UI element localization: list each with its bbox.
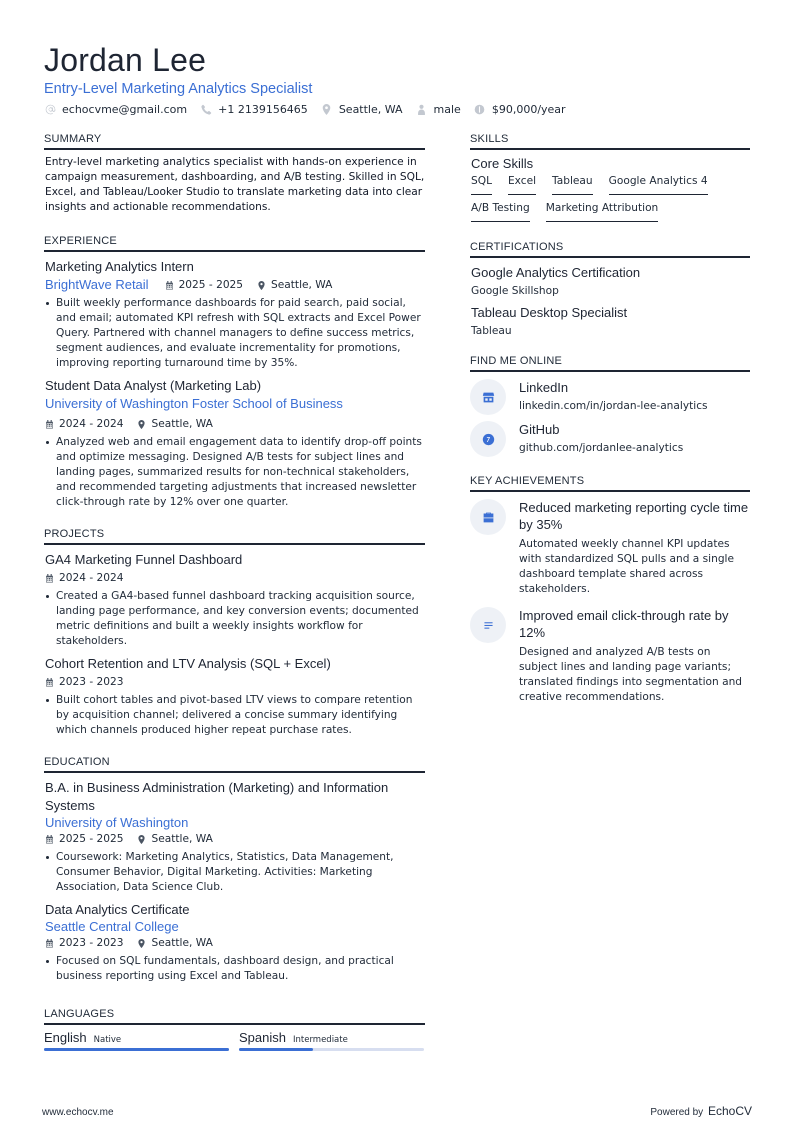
lines-icon <box>482 619 495 632</box>
online-link-linkedin[interactable] <box>470 379 750 415</box>
education-bullets <box>44 850 425 895</box>
location-pin-icon <box>321 104 333 116</box>
project-entry <box>44 655 425 738</box>
achievement-description: Automated weekly channel KPI updates with standardized SQL pulls and a single dashboard template shared across stakeholders. <box>519 538 735 595</box>
skills-heading: SKILLS <box>470 133 750 150</box>
job-title: Marketing Analytics Intern <box>45 259 194 274</box>
location-pin-icon <box>257 281 266 290</box>
language-level: Intermediate <box>292 1035 348 1045</box>
left-column <box>44 133 425 1065</box>
project-bullets <box>44 589 425 649</box>
storefront-icon <box>482 391 495 404</box>
achievement-item <box>470 607 750 705</box>
bullet-item: Focused on SQL fundamentals, dashboard design, and practical business reporting using Excel and Tableau. <box>44 954 425 984</box>
project-title: Cohort Retention and LTV Analysis (SQL + Excel) <box>45 656 331 671</box>
school-name: University of Washington <box>45 815 189 830</box>
footer-powered-by[interactable] <box>650 1104 752 1118</box>
degree-title: Data Analytics Certificate <box>45 902 190 917</box>
location-pin-icon <box>137 420 146 429</box>
education-section <box>44 756 425 984</box>
calendar-icon <box>45 835 54 844</box>
achievements-section <box>470 475 750 705</box>
right-column <box>470 133 750 719</box>
candidate-title: Entry-Level Marketing Analytics Specialist <box>44 81 313 97</box>
job-bullets <box>44 296 425 371</box>
language-level: Native <box>93 1035 122 1045</box>
achievement-item <box>470 499 750 597</box>
achievements-heading: KEY ACHIEVEMENTS <box>470 475 750 492</box>
projects-section <box>44 528 425 738</box>
education-entry <box>44 779 425 895</box>
company-name: BrightWave Retail <box>45 277 149 292</box>
summary-section <box>44 133 425 215</box>
bullet-item: Built cohort tables and pivot-based LTV views to compare retention by acquisition channel; delivered a concise summary identifying which channels produced higher repeat purchase rates. <box>44 693 425 738</box>
company-name: University of Washington Foster School of Business <box>45 396 343 411</box>
online-heading: FIND ME ONLINE <box>470 355 750 372</box>
summary-heading: SUMMARY <box>44 133 425 150</box>
education-location: Seattle, WA <box>151 937 213 949</box>
job-bullets <box>44 435 425 510</box>
contact-gender-value: male <box>433 103 461 116</box>
contact-phone[interactable] <box>200 103 308 116</box>
person-icon <box>416 104 428 116</box>
experience-section <box>44 235 425 510</box>
bullet-item: Coursework: Marketing Analytics, Statistics, Data Management, Consumer Behavior, Digital Marketing. Activities: Marketing Association, Data Science Club. <box>44 850 425 895</box>
education-bullets <box>44 954 425 984</box>
skill-chips <box>470 173 750 227</box>
education-entry <box>44 901 425 984</box>
project-title: GA4 Marketing Funnel Dashboard <box>45 552 243 567</box>
languages-section <box>44 1008 425 1051</box>
education-location: Seattle, WA <box>151 833 213 845</box>
achievement-description: Designed and analyzed A/B tests on subject lines and landing page variants; translated findings into segmentation and creative recommendations. <box>519 646 743 703</box>
bullet-item: Built weekly performance dashboards for paid search, paid social, and email; automated KPI refresh with SQL extracts and Excel Power Query. Partnered with channel managers to define success metrics, segment audiences, and evaluate incrementality for promotions, improving reporting turnaround time by 35%. <box>44 296 425 371</box>
candidate-name: Jordan Lee <box>44 42 207 78</box>
certification-issuer: Tableau <box>471 325 512 337</box>
bullet-item: Created a GA4-based funnel dashboard tracking acquisition source, landing page performance, and key conversion events; documented metric definitions and built a weekly insights workflow for stakeholders. <box>44 589 425 649</box>
skill-chip: Excel <box>508 173 536 195</box>
calendar-icon <box>45 574 54 583</box>
job-location: Seattle, WA <box>151 418 213 430</box>
online-label: GitHub <box>519 422 560 437</box>
bullet-item: Analyzed web and email engagement data to identify drop-off points and optimize messaging. Designed A/B tests for subject lines and landing pages, summarized results for non-technical stakeholders, and recommended targeting adjustments that increased newsletter click-through rate by 12% over one quarter. <box>44 435 425 510</box>
skill-chip: Google Analytics 4 <box>609 173 708 195</box>
language-proficiency-bar <box>44 1048 229 1051</box>
online-link-github[interactable] <box>470 421 750 457</box>
job-location: Seattle, WA <box>271 279 333 291</box>
language-name: Spanish <box>239 1030 286 1045</box>
calendar-icon <box>165 281 174 290</box>
job-title: Student Data Analyst (Marketing Lab) <box>45 378 262 393</box>
school-name: Seattle Central College <box>45 919 179 934</box>
language-name: English <box>44 1030 87 1045</box>
page-footer <box>42 1104 752 1118</box>
skill-chip: A/B Testing <box>471 200 530 222</box>
skill-chip: Marketing Attribution <box>546 200 659 222</box>
language-item <box>44 1030 229 1051</box>
phone-icon <box>200 104 212 116</box>
degree-title: B.A. in Business Administration (Marketing) and Information Systems <box>45 780 389 813</box>
experience-entry <box>44 377 425 510</box>
languages-heading: LANGUAGES <box>44 1008 425 1025</box>
certification-issuer: Google Skillshop <box>471 285 559 297</box>
education-dates: 2023 - 2023 <box>59 937 124 949</box>
project-dates: 2024 - 2024 <box>59 572 124 584</box>
skills-category: Core Skills <box>471 156 534 171</box>
job-dates: 2024 - 2024 <box>59 418 124 430</box>
contact-salary-value: $90,000/year <box>491 103 566 116</box>
badge-icon <box>482 433 495 446</box>
contact-row <box>44 103 764 116</box>
experience-entry <box>44 258 425 371</box>
job-dates: 2025 - 2025 <box>178 279 244 291</box>
experience-heading: EXPERIENCE <box>44 235 425 252</box>
contact-location-value: Seattle, WA <box>338 103 403 116</box>
calendar-icon <box>45 939 54 948</box>
skill-chip: SQL <box>471 173 492 195</box>
contact-location <box>321 103 403 116</box>
certification-name: Google Analytics Certification <box>471 265 641 280</box>
salary-icon <box>474 104 486 116</box>
project-entry <box>44 551 425 649</box>
resume-header <box>44 42 764 116</box>
footer-website-link[interactable]: www.echocv.me <box>42 1107 114 1118</box>
project-bullets <box>44 693 425 738</box>
contact-gender <box>416 103 461 116</box>
contact-salary <box>474 103 566 116</box>
location-pin-icon <box>137 835 146 844</box>
achievement-title: Reduced marketing reporting cycle time by 35% <box>519 500 749 532</box>
online-url[interactable]: github.com/jordanlee-analytics <box>519 442 684 454</box>
contact-email[interactable] <box>44 103 187 116</box>
achievement-title: Improved email click-through rate by 12% <box>519 608 729 640</box>
online-url[interactable]: linkedin.com/in/jordan-lee-analytics <box>519 400 708 412</box>
powered-by-label: Powered by <box>650 1107 704 1118</box>
location-pin-icon <box>137 939 146 948</box>
at-icon <box>44 104 56 116</box>
certifications-section <box>470 241 750 337</box>
skills-section <box>470 133 750 227</box>
certification-name: Tableau Desktop Specialist <box>471 305 628 320</box>
briefcase-icon <box>482 511 495 524</box>
project-dates: 2023 - 2023 <box>59 676 124 688</box>
skill-chip: Tableau <box>552 173 593 195</box>
online-section <box>470 355 750 457</box>
calendar-icon <box>45 420 54 429</box>
contact-phone-value: +1 2139156465 <box>218 103 308 116</box>
education-dates: 2025 - 2025 <box>59 833 124 845</box>
contact-email-value: echocvme@gmail.com <box>62 103 188 116</box>
certifications-heading: CERTIFICATIONS <box>470 241 750 258</box>
summary-text: Entry-level marketing analytics specialist with hands-on experience in campaign measurement, dashboarding, and A/B testing. Skilled in SQL, Excel, and Tableau/Looker Studio to translate marketing data into clear insights and actionable recommendations. <box>45 156 425 213</box>
online-label: LinkedIn <box>519 380 569 395</box>
brand-name: EchoCV <box>707 1104 752 1118</box>
calendar-icon <box>45 678 54 687</box>
education-heading: EDUCATION <box>44 756 425 773</box>
language-item <box>239 1030 424 1051</box>
projects-heading: PROJECTS <box>44 528 425 545</box>
language-proficiency-bar <box>239 1048 424 1051</box>
